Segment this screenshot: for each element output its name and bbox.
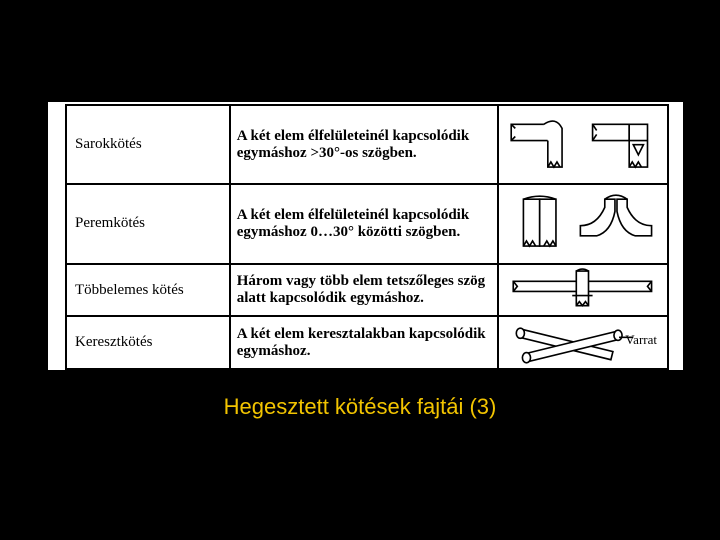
multi-element-joint-icon bbox=[498, 264, 668, 317]
joint-name: Keresztkötés bbox=[66, 316, 230, 369]
table-row bbox=[66, 184, 668, 263]
slide-caption: Hegesztett kötések fajtái (3) bbox=[223, 394, 497, 419]
joint-description: A két elem élfelületeinél kapcsolódik egymáshoz 0…30° közötti szögben. bbox=[230, 184, 498, 263]
table-row bbox=[66, 105, 668, 184]
joint-name: Többelemes kötés bbox=[66, 264, 230, 317]
joint-name: Sarokkötés bbox=[66, 105, 230, 184]
weld-types-figure bbox=[48, 102, 683, 370]
joint-name: Peremkötés bbox=[66, 184, 230, 263]
weld-types-table bbox=[65, 104, 669, 370]
cross-joint-icon bbox=[498, 316, 668, 369]
joint-description: Három vagy több elem tetszőleges szög alatt kapcsolódik egymáshoz. bbox=[230, 264, 498, 317]
table-row bbox=[66, 316, 668, 369]
corner-joint-icon bbox=[498, 105, 668, 184]
table-row bbox=[66, 264, 668, 317]
joint-description: A két elem keresztalakban kapcsolódik egymáshoz. bbox=[230, 316, 498, 369]
joint-description: A két elem élfelületeinél kapcsolódik egymáshoz >30°-os szögben. bbox=[230, 105, 498, 184]
weld-seam-label: Varrat bbox=[625, 332, 657, 348]
edge-joint-icon bbox=[498, 184, 668, 263]
